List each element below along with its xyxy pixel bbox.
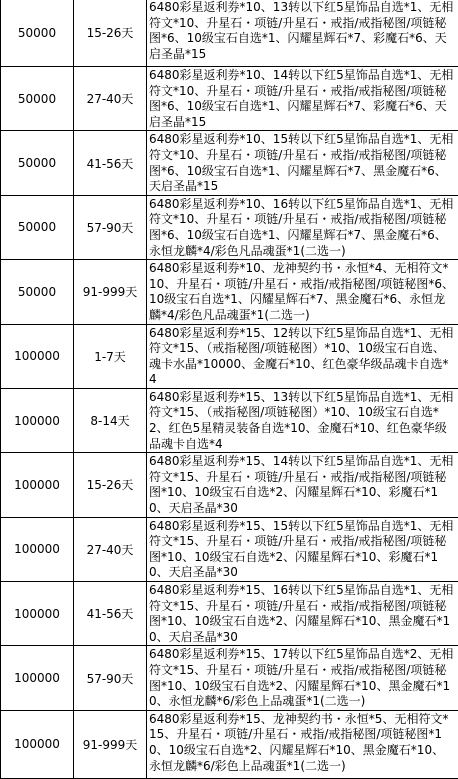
days-cell: 57-90天 [74,195,147,259]
amount-cell: 50000 [1,67,74,131]
days-cell: 1-7天 [74,324,147,388]
reward-cell: 6480彩星返利券*15、15转以下红5星饰品自选*1、无相符文*15、升星石・项链/升星石・戒指/戒指秘图/项链秘图*10、10级宝石自选*2、闪耀星辉石*10、彩魔石*10、天启圣晶*30 [147,517,458,581]
amount-cell: 100000 [1,453,74,517]
days-cell: 8-14天 [74,388,147,452]
table-row [1,324,458,388]
amount-cell: 50000 [1,131,74,195]
table-row [1,453,458,517]
reward-cell: 6480彩星返利券*15、17转以下红5星饰品自选*2、无相符文*15、升星石・项链/升星石・戒指/戒指秘图/项链秘图*10、10级宝石自选*2、闪耀星辉石*10、黑金魔石*10、永恒龙麟*6/彩色上品魂蛋*1(二选一) [147,646,458,710]
reward-table-body [1,0,458,778]
table-row [1,195,458,259]
table-row [1,646,458,710]
amount-cell: 100000 [1,388,74,452]
reward-cell: 6480彩星返利券*10、14转以下红5星饰品自选*1、无相符文*10、升星石・项链/升星石・戒指/戒指秘图/项链秘图*6、10级宝石自选*1、闪耀星辉石*7、彩魔石*6、天启圣晶*15 [147,67,458,131]
days-cell: 41-56天 [74,131,147,195]
days-cell: 27-40天 [74,67,147,131]
reward-cell: 6480彩星返利券*10、龙神契约书・永恒*4、无相符文*10、升星石・项链/升星石・戒指/戒指秘图/项链秘图*6、10级宝石自选*1、闪耀星辉石*7、黑金魔石*6、永恒龙麟*4/彩色凡品魂蛋*1(二选一) [147,260,458,324]
amount-cell: 100000 [1,710,74,778]
days-cell: 91-999天 [74,260,147,324]
amount-cell: 100000 [1,582,74,646]
amount-cell: 100000 [1,646,74,710]
amount-cell: 50000 [1,195,74,259]
amount-cell: 50000 [1,0,74,67]
days-cell: 15-26天 [74,453,147,517]
table-row [1,260,458,324]
amount-cell: 50000 [1,260,74,324]
days-cell: 15-26天 [74,0,147,67]
days-cell: 91-999天 [74,710,147,778]
table-row [1,0,458,67]
reward-cell: 6480彩星返利券*15、龙神契约书・永恒*5、无相符文*15、升星石・项链/升星石・戒指/戒指秘图/项链秘图*10、10级宝石自选*2、闪耀星辉石*10、黑金魔石*10、永恒龙麟*6/彩色上品魂蛋*1(二选一) [147,710,458,778]
days-cell: 27-40天 [74,517,147,581]
days-cell: 41-56天 [74,582,147,646]
reward-cell: 6480彩星返利券*15、14转以下红5星饰品自选*1、无相符文*15、升星石・项链/升星石・戒指/戒指秘图/项链秘图*10、10级宝石自选*2、闪耀星辉石*10、彩魔石*10、天启圣晶*30 [147,453,458,517]
reward-cell: 6480彩星返利券*10、13转以下红5星饰品自选*1、无相符文*10、升星石・项链/升星石・戒指/戒指秘图/项链秘图*6、10级宝石自选*1、闪耀星辉石*7、彩魔石*6、天启圣晶*15 [147,0,458,67]
days-cell: 57-90天 [74,646,147,710]
table-row [1,67,458,131]
table-row [1,131,458,195]
table-row [1,582,458,646]
reward-cell: 6480彩星返利券*10、16转以下红5星饰品自选*1、无相符文*10、升星石・项链/升星石・戒指/戒指秘图/项链秘图*6、10级宝石自选*1、闪耀星辉石*7、黑金魔石*6、永恒龙麟*4/彩色凡品魂蛋*1(二选一) [147,195,458,259]
amount-cell: 100000 [1,324,74,388]
table-row [1,388,458,452]
reward-cell: 6480彩星返利券*15、16转以下红5星饰品自选*1、无相符文*15、升星石・项链/升星石・戒指/戒指秘图/项链秘图*10、10级宝石自选*2、闪耀星辉石*10、黑金魔石*10、天启圣晶*30 [147,582,458,646]
reward-cell: 6480彩星返利券*15、12转以下红5星饰品自选*1、无相符文*15、（戒指秘图/项链秘图）*10、10级宝石自选、魂卡水晶*10000、金魔石*10、红色豪华级品魂卡自选*4 [147,324,458,388]
table-row [1,517,458,581]
reward-cell: 6480彩星返利券*10、15转以下红5星饰品自选*1、无相符文*10、升星石・项链/升星石・戒指/戒指秘图/项链秘图*6、10级宝石自选*1、闪耀星辉石*7、黑金魔石*6、天启圣晶*15 [147,131,458,195]
reward-cell: 6480彩星返利券*15、13转以下红5星饰品自选*1、无相符文*15、（戒指秘图/项链秘图）*10、10级宝石自选*2、红色5星精灵装备自选*10、金魔石*10、红色豪华级品魂卡自选*4 [147,388,458,452]
table-row [1,710,458,778]
amount-cell: 100000 [1,517,74,581]
